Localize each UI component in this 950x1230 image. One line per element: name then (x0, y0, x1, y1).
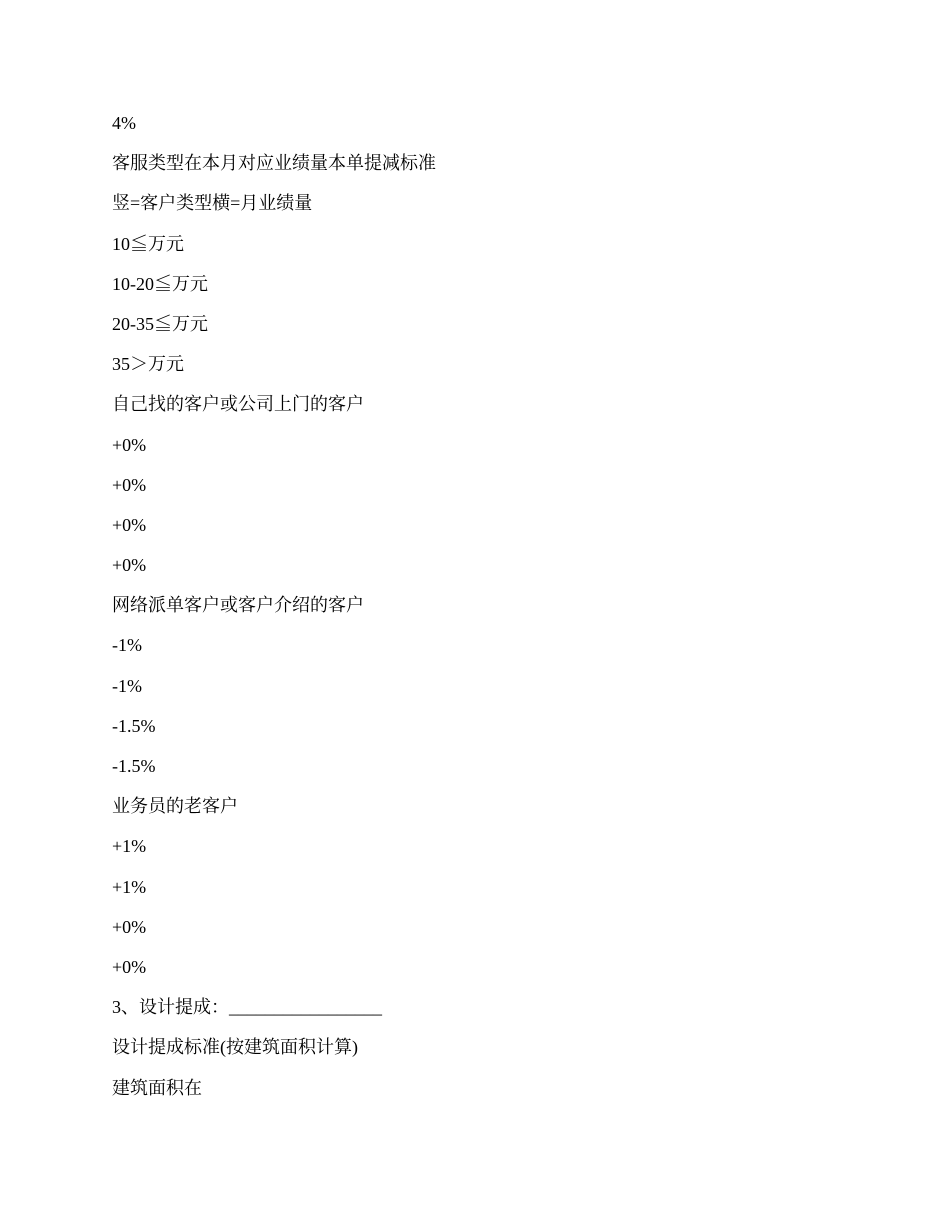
text-rate: +0% (112, 514, 147, 535)
text-design-commission-standard: 设计提成标准(按建筑面积计算) (112, 1037, 358, 1058)
text-rate: +0% (112, 916, 147, 937)
text-building-area: 建筑面积在 (112, 1077, 202, 1098)
text-tier-1: 10≦万元 (112, 233, 184, 254)
text-rate: +0% (112, 555, 147, 576)
text-rate: -1.5% (112, 715, 156, 736)
text-rate: -1.5% (112, 756, 156, 776)
text-rate: +0% (112, 434, 147, 455)
text-rate: +0% (112, 956, 147, 977)
text-axis-description: 竖=客户类型横=月业绩量 (112, 193, 313, 214)
text-deduction-standard-heading: 客服类型在本月对应业绩量本单提减标准 (112, 153, 436, 174)
text-customer-type-self-found: 自己找的客户或公司上门的客户 (112, 394, 364, 415)
text-tier-2: 10-20≦万元 (112, 273, 208, 294)
text-tier-3: 20-35≦万元 (112, 313, 208, 334)
text-rate: +1% (112, 836, 147, 857)
text-tier-4: 35＞万元 (112, 354, 184, 375)
text-design-commission-heading: 3、设计提成：_________________ (112, 997, 382, 1018)
text-customer-type-referral: 网络派单客户或客户介绍的客户 (112, 595, 364, 616)
text-rate: -1% (112, 635, 142, 656)
document-body (112, 112, 832, 1117)
text-customer-type-returning: 业务员的老客户 (112, 796, 238, 817)
text-percent-4: 4% (112, 113, 136, 133)
text-rate: +0% (112, 474, 147, 495)
text-rate: +1% (112, 876, 147, 897)
text-rate: -1% (112, 675, 142, 696)
